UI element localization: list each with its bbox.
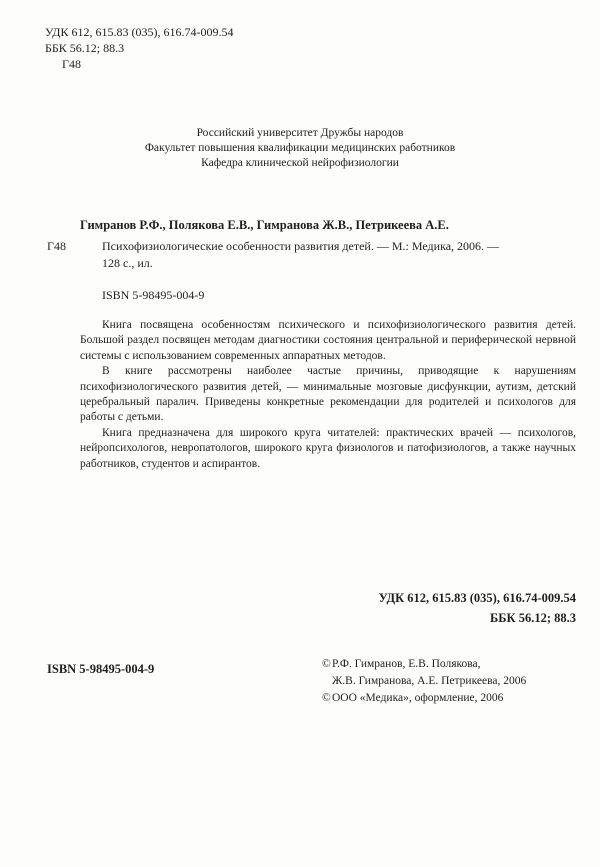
- copyright-icon: ©: [322, 658, 331, 670]
- udc-code: УДК 612, 615.83 (035), 616.74-009.54: [45, 25, 234, 39]
- book-pages: 128 с., ил.: [102, 256, 153, 270]
- copyright-icon: ©: [322, 692, 331, 704]
- isbn-entry: ISBN 5-98495-004-9: [102, 288, 205, 302]
- annotation-paragraph: В книге рассмотрены наиболее частые причины, приводящие к нарушениям психофизиологического развития детей, — минимальные мозговые дисфункции, аутизм, детский церебральный паралич. Приведены конкретные рекомендации для родителей и психологов для работы с детьми.: [80, 365, 576, 424]
- classification-codes-bottom: [379, 588, 576, 628]
- bbk-code: ББК 56.12; 88.3: [45, 41, 125, 55]
- annotation: [80, 318, 576, 472]
- entry-author-mark: Г48: [47, 239, 66, 253]
- department-name: Кафедра клинической нейрофизиологии: [201, 157, 399, 169]
- author-mark: Г48: [62, 57, 81, 71]
- annotation-paragraph: Книга предназначена для широкого круга читателей: практических врачей — психологов, нейропсихологов, невропатологов, широкого круга физиологов и патофизиологов, а также научных работников, студентов и аспирантов.: [80, 426, 576, 470]
- copyright-block: [300, 656, 526, 707]
- university-name: Российский университет Дружбы народов: [196, 127, 404, 139]
- copyright-publisher: [300, 690, 526, 707]
- copyright-authors: [300, 656, 526, 673]
- authors-line: Гимранов Р.Ф., Полякова Е.В., Гимранова Ж.В., Петрикеева А.Е.: [80, 218, 449, 232]
- copyright-publisher-line: ООО «Медика», оформление, 2006: [332, 692, 504, 704]
- book-title: Психофизиологические особенности развития детей. — М.: Медика, 2006. —: [102, 239, 500, 253]
- annotation-paragraph: Книга посвящена особенностям психического и психофизиологического развития детей. Большой раздел посвящен методам диагностики состояния центральной и периферической нервной системы с использованием современных аппаратных методов.: [80, 319, 576, 362]
- faculty-name: Факультет повышения квалификации медицинских работников: [144, 142, 456, 154]
- bbk-code-bottom: ББК 56.12; 88.3: [489, 611, 576, 625]
- isbn-bottom: ISBN 5-98495-004-9: [47, 662, 155, 676]
- classification-codes-top: [45, 24, 233, 72]
- udc-code-bottom: УДК 612, 615.83 (035), 616.74-009.54: [378, 591, 576, 605]
- book-description: [102, 238, 557, 272]
- copyright-authors-line1: Р.Ф. Гимранов, Е.В. Полякова,: [332, 658, 481, 670]
- copyright-authors-line2: Ж.В. Гимранова, А.Е. Петрикеева, 2006: [332, 675, 527, 687]
- institution-block: [0, 126, 600, 171]
